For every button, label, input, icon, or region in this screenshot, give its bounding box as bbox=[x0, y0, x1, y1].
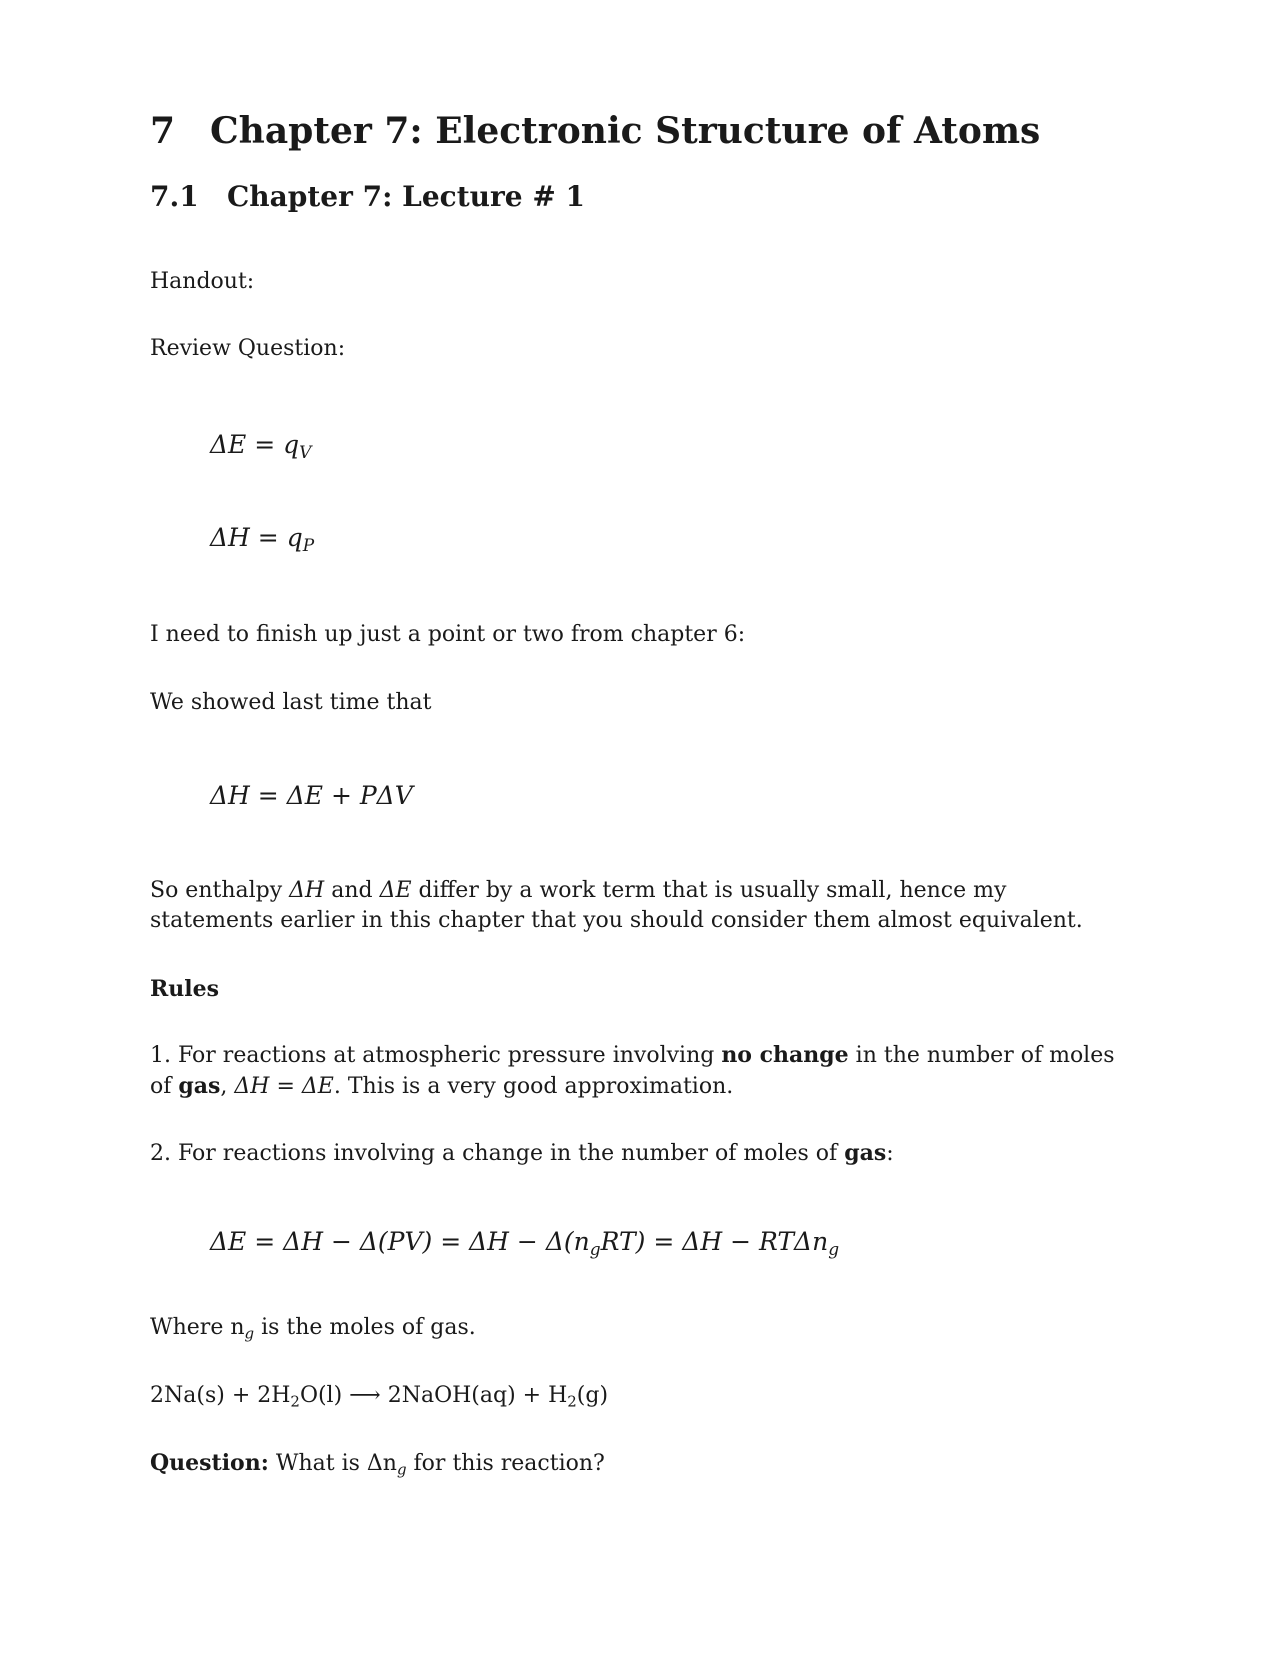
eq2-lhs: ΔH bbox=[210, 523, 250, 552]
enthalpy-paragraph bbox=[150, 876, 1130, 936]
rule1-pre: 1. For reactions at atmospheric pressure involving bbox=[150, 1043, 722, 1068]
enthalpy-pre: So enthalpy bbox=[150, 878, 290, 903]
eq1-sub: V bbox=[299, 443, 312, 464]
chemical-reaction bbox=[150, 1383, 608, 1410]
enthalpy-de: ΔE bbox=[379, 878, 412, 903]
eq2-equals: = bbox=[249, 523, 287, 552]
where-sub: g bbox=[244, 1324, 255, 1343]
equation-delta-e-expansion bbox=[210, 1227, 839, 1260]
rule-1 bbox=[150, 1040, 1130, 1102]
equation-delta-h bbox=[210, 523, 314, 556]
rules-heading: Rules bbox=[150, 976, 220, 1002]
subsection-heading bbox=[150, 180, 585, 213]
rule1-bold-gas: gas bbox=[178, 1073, 221, 1099]
eq2-sub: P bbox=[302, 536, 315, 557]
eq2-q: q bbox=[286, 523, 303, 552]
where-paragraph bbox=[150, 1315, 476, 1342]
where-post: is the moles of gas. bbox=[254, 1315, 476, 1340]
rule1-post: . This is a very good approximation. bbox=[333, 1074, 734, 1099]
section-number: 7 bbox=[150, 110, 176, 152]
section-heading bbox=[150, 110, 1040, 152]
eq4-part1: ΔE = ΔH − Δ(PV) = ΔH − Δ(n bbox=[210, 1227, 590, 1256]
rule1-math: ΔH = ΔE bbox=[234, 1074, 334, 1099]
reaction-part2: O(l) ⟶ 2NaOH(aq) + H bbox=[299, 1383, 568, 1408]
question-paragraph bbox=[150, 1450, 605, 1478]
reaction-part3: (g) bbox=[576, 1383, 609, 1408]
equation-delta-e bbox=[210, 430, 311, 463]
showed-paragraph: We showed last time that bbox=[150, 690, 432, 715]
reaction-part1: 2Na(s) + 2H bbox=[150, 1383, 291, 1408]
eq4-sub2: g bbox=[828, 1240, 840, 1261]
question-label: Question: bbox=[150, 1450, 269, 1476]
reaction-sub1: 2 bbox=[290, 1392, 300, 1411]
rule2-bold-gas: gas bbox=[844, 1140, 887, 1166]
equation-enthalpy-relation: ΔH = ΔE + PΔV bbox=[210, 781, 413, 810]
rule1-bold-no-change: no change bbox=[721, 1042, 849, 1068]
enthalpy-post: differ by a work term that is usually small, hence my statements earlier in this chapter that you should consider them almost equivalent. bbox=[150, 878, 1083, 933]
rule2-post: : bbox=[886, 1141, 894, 1166]
eq4-part2: RT) = ΔH − RTΔn bbox=[600, 1227, 829, 1256]
rule1-mid: in the number of moles of bbox=[150, 1043, 1115, 1099]
enthalpy-and: and bbox=[324, 878, 380, 903]
eq1-lhs: ΔE bbox=[210, 430, 247, 459]
review-question-label: Review Question: bbox=[150, 336, 346, 361]
question-pre: What is Δn bbox=[268, 1451, 397, 1476]
eq1-q: q bbox=[283, 430, 300, 459]
rule-2 bbox=[150, 1140, 894, 1166]
eq1-equals: = bbox=[246, 430, 284, 459]
handout-label: Handout: bbox=[150, 269, 255, 294]
enthalpy-dh: ΔH bbox=[289, 878, 325, 903]
question-sub: g bbox=[396, 1460, 407, 1479]
finish-paragraph: I need to finish up just a point or two from chapter 6: bbox=[150, 622, 746, 647]
section-title: Chapter 7: Electronic Structure of Atoms bbox=[210, 110, 1041, 152]
reaction-sub2: 2 bbox=[567, 1392, 577, 1411]
question-post: for this reaction? bbox=[406, 1451, 605, 1476]
subsection-number: 7.1 bbox=[150, 180, 199, 213]
where-pre: Where n bbox=[150, 1315, 245, 1340]
rule1-mid2: , bbox=[220, 1074, 235, 1099]
subsection-title: Chapter 7: Lecture # 1 bbox=[227, 180, 586, 213]
eq4-sub1: g bbox=[589, 1240, 601, 1261]
rule2-pre: 2. For reactions involving a change in the number of moles of bbox=[150, 1141, 845, 1166]
